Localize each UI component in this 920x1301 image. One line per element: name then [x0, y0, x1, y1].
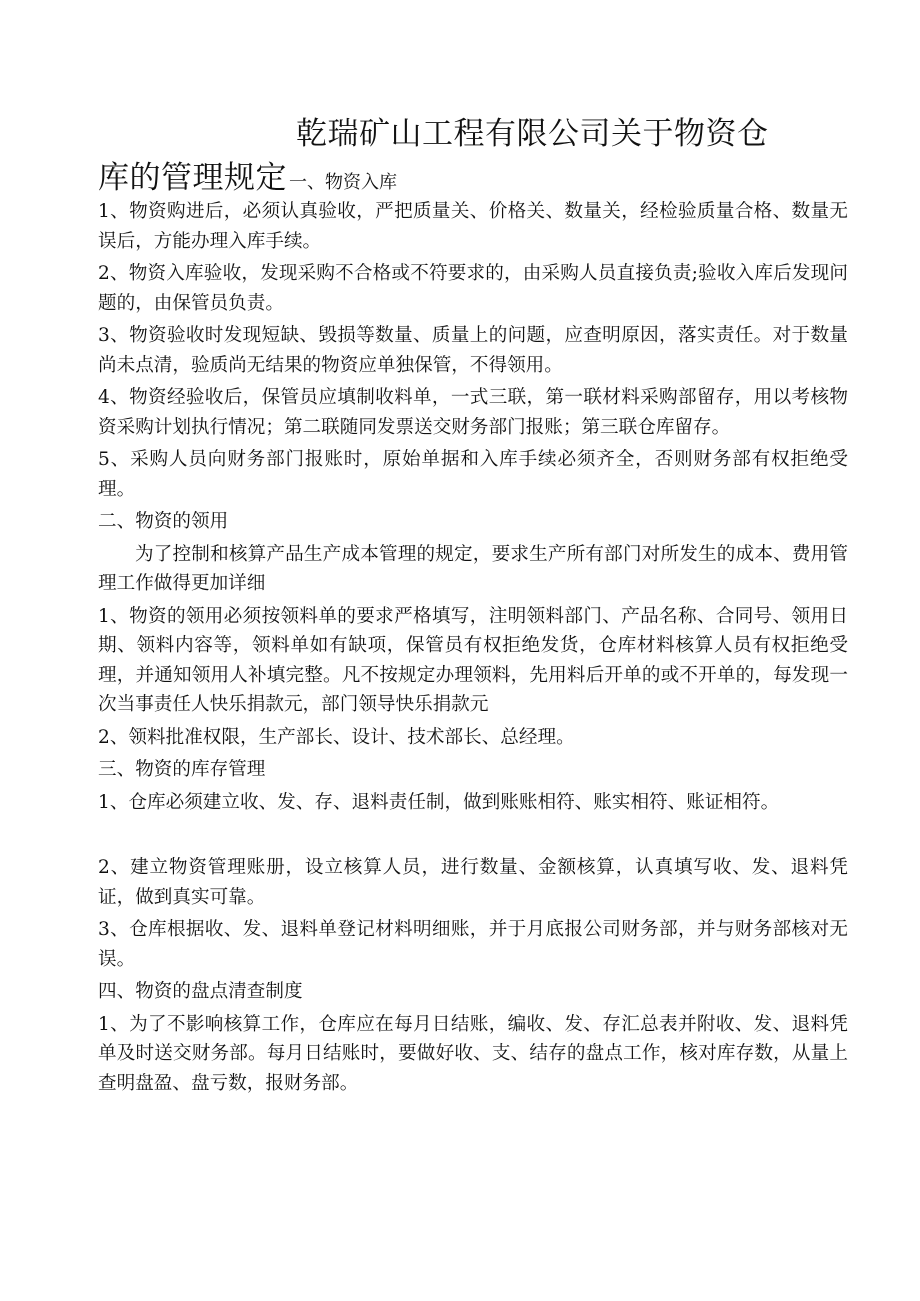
section3-item-1: 1、仓库必须建立收、发、存、退料责任制，做到账账相符、账实相符、账证相符。 — [98, 791, 780, 813]
section1-item-2: 2、物资入库验收，发现采购不合格或不符要求的，由采购人员直接负责;验收入库后发现问题的，由保管员负责。 — [98, 263, 848, 314]
section1-heading: 一、物资入库 — [289, 172, 397, 193]
blank-line — [98, 820, 848, 853]
section4-item-1: 1、为了不影响核算工作，仓库应在每月日结账，编收、发、存汇总表并附收、发、退料凭单及时送交财务部。每月日结账时，要做好收、支、结存的盘点工作，核对库存数，从量上查明盘盈、盘亏数，报财务部。 — [98, 1013, 848, 1094]
section2-intro: 为了控制和核算产品生产成本管理的规定，要求生产所有部门对所发生的成本、费用管理工作做得更加详细 — [98, 543, 848, 594]
title-row — [98, 152, 397, 197]
section2-heading: 二、物资的领用 — [98, 511, 229, 532]
section3-heading: 三、物资的库存管理 — [98, 759, 266, 780]
document-title-line2: 库的管理规定 — [98, 160, 287, 196]
section2-item-1: 1、物资的领用必须按领料单的要求严格填写，注明领料部门、产品名称、合同号、领用日期、领料内容等，领料单如有缺项，保管员有权拒绝发货，仓库材料核算人员有权拒绝受理，并通知领用人补填完整。凡不按规定办理领料，先用料后开单的或不开单的，每发现一次当事责任人快乐捐款元，部门领导快乐捐款元 — [98, 605, 848, 715]
section3-item-3: 3、仓库根据收、发、退料单登记材料明细账，并于月底报公司财务部，并与财务部核对无误。 — [98, 919, 848, 970]
section3-item-2: 2、建立物资管理账册，设立核算人员，进行数量、金额核算，认真填写收、发、退料凭证，做到真实可靠。 — [98, 857, 848, 908]
document-title-line1: 乾瑞矿山工程有限公司关于物资仓 — [296, 116, 769, 152]
section1-item-1: 1、物资购进后，必须认真验收，严把质量关、价格关、数量关，经检验质量合格、数量无误后，方能办理入库手续。 — [98, 201, 848, 252]
section1-item-5: 5、采购人员向财务部门报账时，原始单据和入库手续必须齐全，否则财务部有权拒绝受理。 — [98, 449, 848, 500]
section4-heading: 四、物资的盘点清查制度 — [98, 981, 303, 1002]
section1-item-3: 3、物资验收时发现短缺、毁损等数量、质量上的问题，应查明原因，落实责任。对于数量尚未点清，验质尚无结果的物资应单独保管，不得领用。 — [98, 325, 848, 376]
section1-item-4: 4、物资经验收后，保管员应填制收料单，一式三联，第一联材料采购部留存，用以考核物资采购计划执行情况；第二联随同发票送交财务部门报账；第三联仓库留存。 — [98, 387, 848, 438]
section2-item-2: 2、领料批准权限，生产部长、设计、技术部长、总经理。 — [98, 726, 575, 748]
document-body — [98, 197, 848, 1101]
